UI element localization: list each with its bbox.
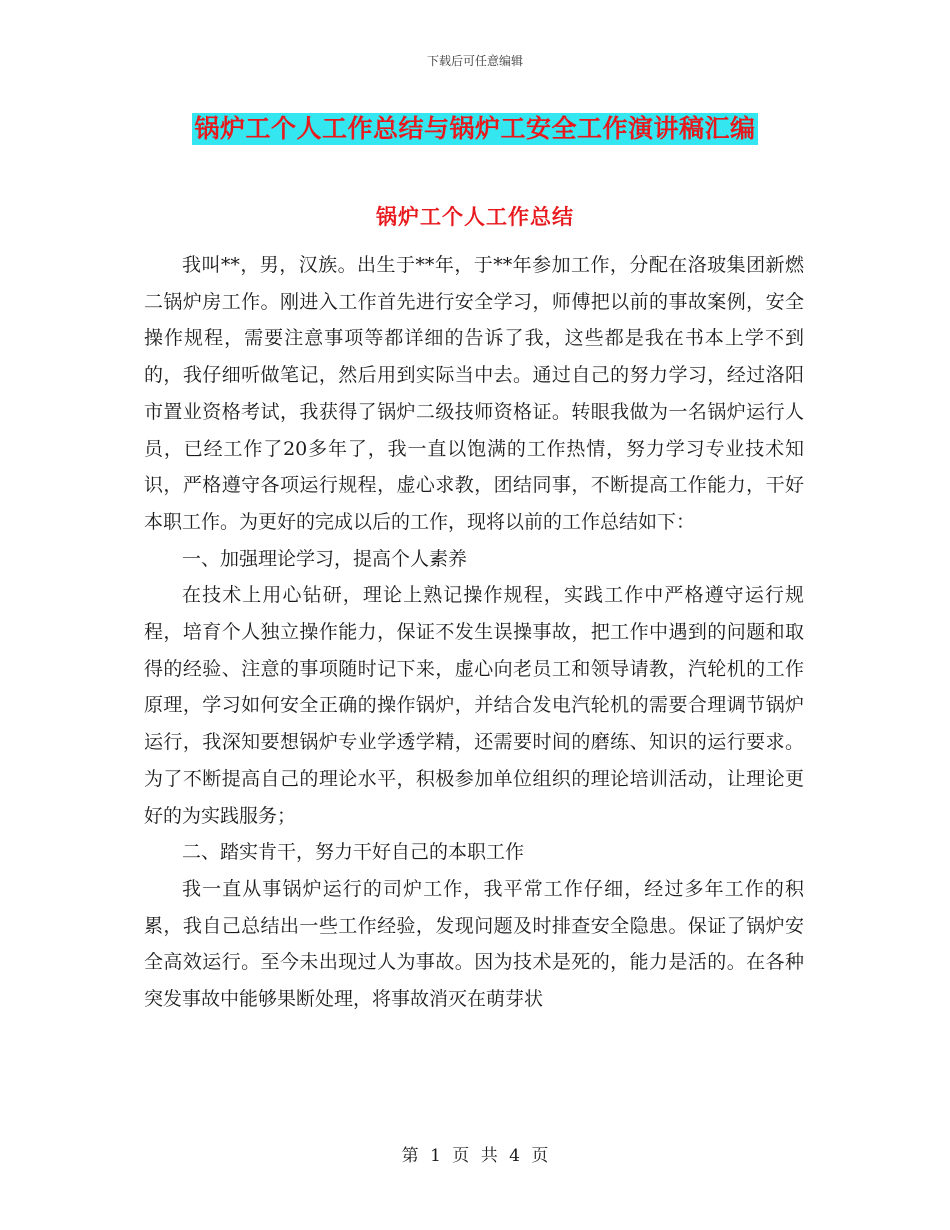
document-body bbox=[144, 247, 804, 1018]
document-main-title: 锅炉工个人工作总结与锅炉工安全工作演讲稿汇编 bbox=[194, 114, 756, 143]
heading-theory-study: 一、加强理论学习，提高个人素养 bbox=[182, 547, 468, 570]
section-title: 锅炉工个人工作总结 bbox=[376, 204, 574, 229]
heading-diligent-work: 二、踏实肯干，努力干好自己的本职工作 bbox=[182, 841, 525, 864]
paragraph-theory-study: 在技术上用心钻研，理论上熟记操作规程，实践工作中严格遵守运行规程，培育个人独立操作能力，保证不发生误操事故，把工作中遇到的问题和取得的经验、注意的事项随时记下来，虚心向老员工和领导请教，汽轮机的工作原理，学习如何安全正确的操作锅炉，并结合发电汽轮机的需要合理调节锅炉运行，我深知要想锅炉专业学透学精，还需要时间的磨练、知识的运行要求。为了不断提高自己的理论水平，积极参加单位组织的理论培训活动，让理论更好的为实践服务； bbox=[144, 584, 804, 827]
paragraph-diligent-work: 我一直从事锅炉运行的司炉工作，我平常工作仔细，经过多年工作的积累，我自己总结出一些工作经验，发现问题及时排查安全隐患。保证了锅炉安全高效运行。至今未出现过人为事故。因为技术是死的，能力是活的。在各种突发事故中能够果断处理，将事故消灭在萌芽状 bbox=[144, 877, 804, 1011]
page-header-note: 下载后可任意编辑 bbox=[426, 54, 523, 68]
page-number-footer: 第 1 页 共 4 页 bbox=[401, 1146, 549, 1166]
paragraph-intro: 我叫**，男，汉族。出生于**年，于**年参加工作，分配在洛玻集团新燃二锅炉房工作。刚进入工作首先进行安全学习，师傅把以前的事故案例，安全操作规程，需要注意事项等都详细的告诉了我，这些都是我在书本上学不到的，我仔细听做笔记，然后用到实际当中去。通过自己的努力学习，经过洛阳市置业资格考试，我获得了锅炉二级技师资格证。转眼我做为一名锅炉运行人员，已经工作了20多年了，我一直以饱满的工作热情，努力学习专业技术知识，严格遵守各项运行规程，虚心求教，团结同事，不断提高工作能力，干好本职工作。为更好的完成以后的工作，现将以前的工作总结如下： bbox=[144, 254, 804, 533]
main-title-container bbox=[0, 113, 950, 145]
